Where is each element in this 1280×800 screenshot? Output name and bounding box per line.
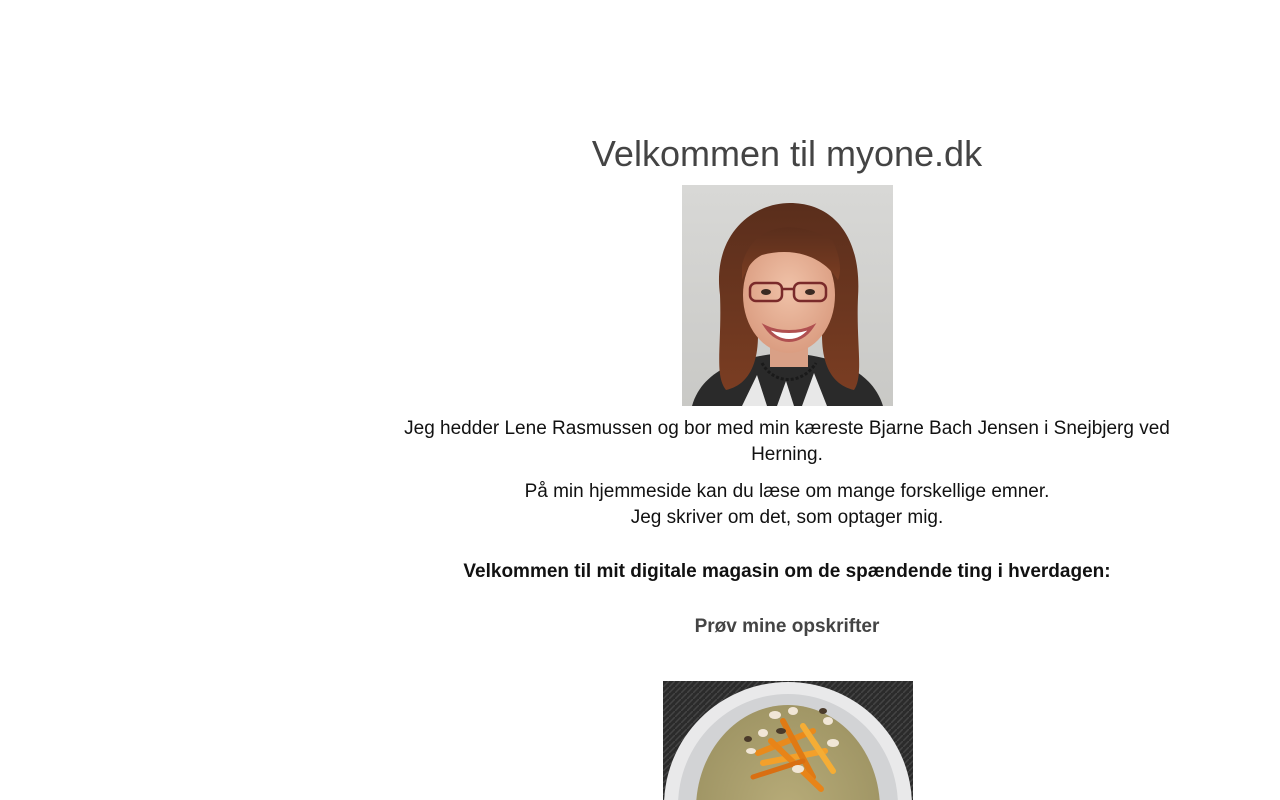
portrait-image	[682, 185, 893, 406]
description-line-1: På min hjemmeside kan du læse om mange forskellige emner.	[524, 481, 1050, 502]
intro-text: Jeg hedder Lene Rasmussen og bor med min kæreste Bjarne Bach Jensen i Snejbjerg ved Herning.	[404, 418, 1170, 465]
soup-image[interactable]	[663, 681, 913, 800]
description-line-2: Jeg skriver om det, som optager mig.	[630, 507, 944, 528]
page-title: Velkommen til myone.dk	[591, 133, 983, 174]
description-text	[370, 479, 1204, 531]
magazine-heading: Velkommen til mit digitale magasin om de spændende ting i hverdagen:	[463, 561, 1111, 582]
recipes-link[interactable]: Prøv mine opskrifter	[694, 616, 880, 637]
main-content	[370, 130, 1204, 640]
